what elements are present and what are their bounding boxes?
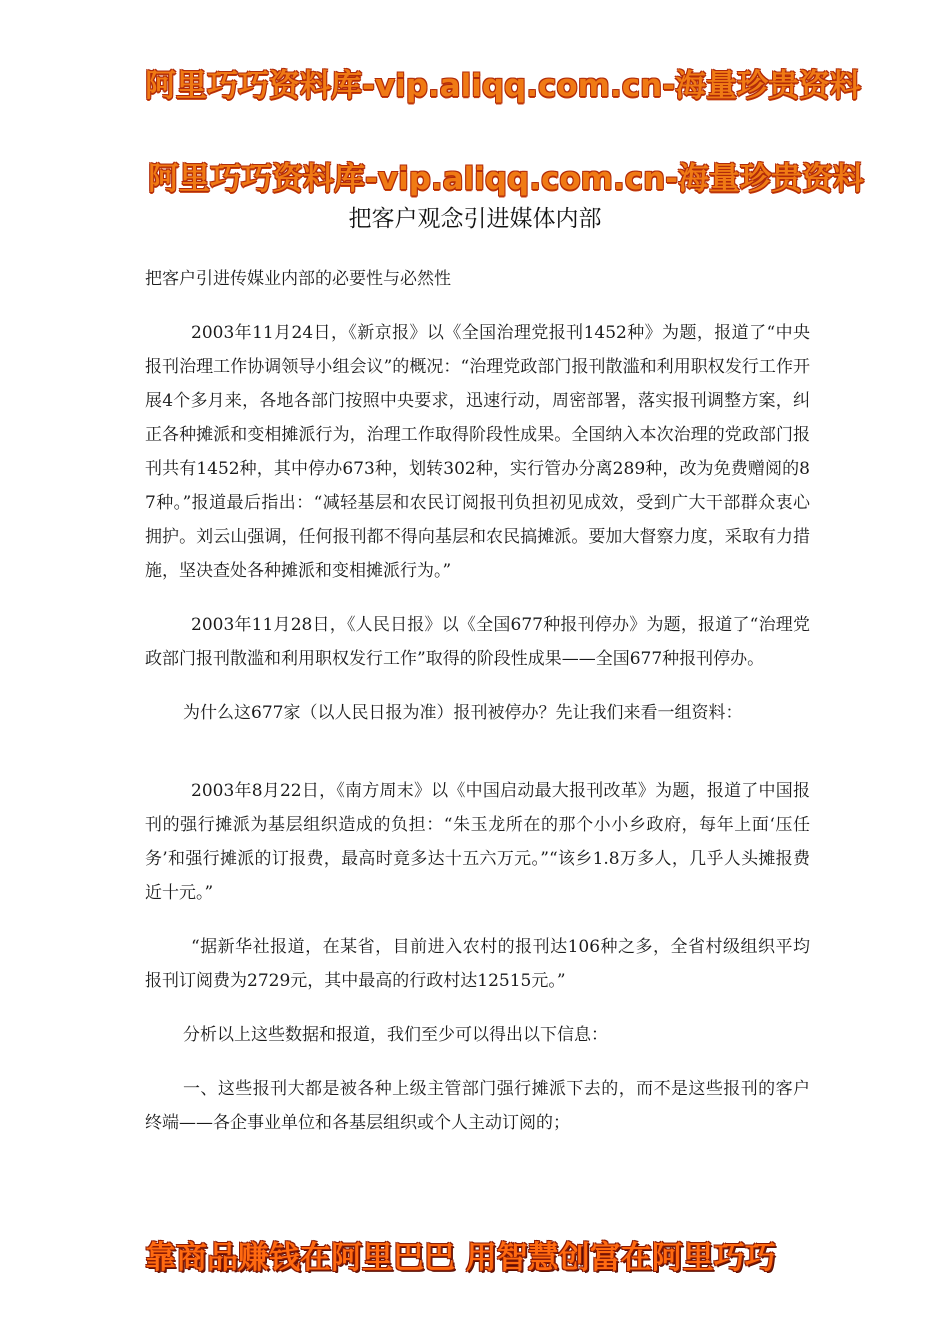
paragraph-1: 2003年11月24日，《新京报》以《全国治理党报刊1452种》为题，报道了“中央报刊治理工作协调领导小组会议”的概况：“治理党政部门报刊散滥和利用职权发行工作开展4个多月来，各地各部门按照中央要求，迅速行动，周密部署，落实报刊调整方案，纠正各种摊派和变相摊派行为，治理工作取得阶段性成果。全国纳入本次治理的党政部门报刊共有1452种，其中停办673种，划转302种，实行管办分离289种，改为免费赠阅的87种。”报道最后指出：“减轻基层和农民订阅报刊负担初见成效，受到广大干部群众衷心拥护。刘云山强调，任何报刊都不得向基层和农民搞摊派。要加大督察力度，采取有力措施，坚决查处各种摊派和变相摊派行为。” [145, 323, 810, 581]
paragraph-3: 为什么这677家（以人民日报为准）报刊被停办？先让我们来看一组资料： [183, 703, 743, 723]
document-title: 把客户观念引进媒体内部 [348, 206, 602, 232]
paragraph-7: 一、这些报刊大都是被各种上级主管部门强行摊派下去的，而不是这些报刊的客户终端——各企事业单位和各基层组织或个人主动订阅的； [145, 1079, 810, 1133]
watermark-banner-bottom: 靠商品赚钱在阿里巴巴 用智慧创富在阿里巧巧 [145, 1240, 776, 1276]
watermark-banner-second: 阿里巧巧资料库-vip.aliqq.com.cn-海量珍贵资料 [148, 161, 865, 197]
watermark-banner-top: 阿里巧巧资料库-vip.aliqq.com.cn-海量珍贵资料 [145, 68, 862, 104]
paragraph-4: 2003年8月22日，《南方周末》以《中国启动最大报刊改革》为题，报道了中国报刊的强行摊派为基层组织造成的负担：“朱玉龙所在的那个小小乡政府，每年上面‘压任务’和强行摊派的订报费，最高时竟多达十五六万元。”“该乡1.8万多人，几乎人头摊报费近十元。” [145, 781, 810, 903]
paragraph-2: 2003年11月28日，《人民日报》以《全国677种报刊停办》为题，报道了“治理党政部门报刊散滥和利用职权发行工作”取得的阶段性成果——全国677种报刊停办。 [145, 615, 810, 669]
document-subtitle: 把客户引进传媒业内部的必要性与必然性 [145, 269, 451, 289]
paragraph-5: “据新华社报道，在某省，目前进入农村的报刊达106种之多，全省村级组织平均报刊订阅费为2729元，其中最高的行政村达12515元。” [145, 937, 810, 991]
document-body [145, 262, 810, 1156]
paragraph-6: 分析以上这些数据和报道，我们至少可以得出以下信息： [183, 1025, 608, 1045]
